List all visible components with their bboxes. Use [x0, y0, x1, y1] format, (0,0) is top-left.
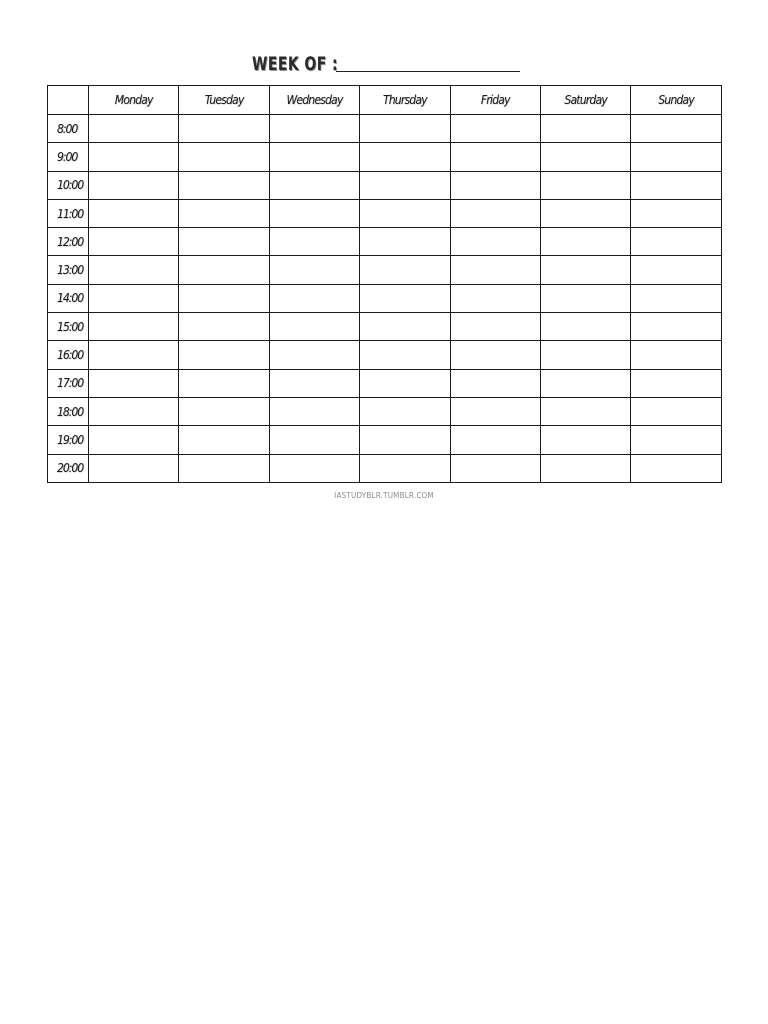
week-of-header [252, 42, 357, 74]
schedule-slot-thursday[interactable] [360, 143, 450, 171]
schedule-slot-monday[interactable] [89, 454, 179, 482]
schedule-slot-wednesday[interactable] [269, 228, 359, 256]
schedule-slot-tuesday[interactable] [179, 143, 269, 171]
schedule-slot-monday[interactable] [89, 341, 179, 369]
schedule-slot-thursday[interactable] [360, 171, 450, 199]
schedule-slot-monday[interactable] [89, 171, 179, 199]
schedule-slot-monday[interactable] [89, 369, 179, 397]
weekly-schedule-table [47, 85, 722, 483]
schedule-slot-friday[interactable] [450, 115, 540, 143]
schedule-slot-sunday[interactable] [631, 313, 721, 341]
time-label: 20:00 [48, 454, 89, 482]
schedule-slot-wednesday[interactable] [269, 143, 359, 171]
schedule-slot-monday[interactable] [89, 284, 179, 312]
schedule-slot-wednesday[interactable] [269, 313, 359, 341]
schedule-slot-monday[interactable] [89, 143, 179, 171]
time-label: 17:00 [48, 369, 89, 397]
schedule-slot-saturday[interactable] [540, 143, 630, 171]
schedule-slot-tuesday[interactable] [179, 284, 269, 312]
schedule-slot-tuesday[interactable] [179, 341, 269, 369]
schedule-slot-wednesday[interactable] [269, 397, 359, 425]
schedule-slot-friday[interactable] [450, 341, 540, 369]
schedule-slot-thursday[interactable] [360, 313, 450, 341]
schedule-slot-tuesday[interactable] [179, 397, 269, 425]
time-label: 10:00 [48, 171, 89, 199]
schedule-slot-saturday[interactable] [540, 426, 630, 454]
schedule-slot-wednesday[interactable] [269, 199, 359, 227]
schedule-slot-friday[interactable] [450, 143, 540, 171]
schedule-slot-friday[interactable] [450, 454, 540, 482]
time-row [48, 426, 722, 454]
schedule-body [48, 115, 722, 483]
schedule-slot-monday[interactable] [89, 228, 179, 256]
schedule-slot-friday[interactable] [450, 171, 540, 199]
day-header-tuesday: Tuesday [179, 86, 269, 115]
schedule-slot-sunday[interactable] [631, 171, 721, 199]
time-row [48, 397, 722, 425]
schedule-slot-saturday[interactable] [540, 397, 630, 425]
schedule-slot-tuesday[interactable] [179, 171, 269, 199]
day-header-saturday: Saturday [540, 86, 630, 115]
schedule-slot-friday[interactable] [450, 199, 540, 227]
schedule-slot-sunday[interactable] [631, 397, 721, 425]
schedule-slot-friday[interactable] [450, 284, 540, 312]
time-row [48, 143, 722, 171]
schedule-slot-sunday[interactable] [631, 143, 721, 171]
time-row [48, 341, 722, 369]
schedule-slot-sunday[interactable] [631, 454, 721, 482]
schedule-slot-thursday[interactable] [360, 454, 450, 482]
schedule-slot-thursday[interactable] [360, 199, 450, 227]
schedule-slot-tuesday[interactable] [179, 369, 269, 397]
schedule-slot-thursday[interactable] [360, 115, 450, 143]
week-of-label: WEEK OF : [252, 53, 339, 75]
schedule-slot-sunday[interactable] [631, 284, 721, 312]
schedule-slot-saturday[interactable] [540, 313, 630, 341]
schedule-slot-monday[interactable] [89, 256, 179, 284]
time-row [48, 199, 722, 227]
day-header-sunday: Sunday [631, 86, 721, 115]
schedule-slot-thursday[interactable] [360, 369, 450, 397]
schedule-slot-friday[interactable] [450, 256, 540, 284]
schedule-slot-saturday[interactable] [540, 228, 630, 256]
schedule-slot-friday[interactable] [450, 228, 540, 256]
time-label: 14:00 [48, 284, 89, 312]
time-label: 11:00 [48, 199, 89, 227]
time-row [48, 369, 722, 397]
schedule-slot-wednesday[interactable] [269, 454, 359, 482]
schedule-slot-tuesday[interactable] [179, 199, 269, 227]
schedule-slot-wednesday[interactable] [269, 171, 359, 199]
schedule-slot-saturday[interactable] [540, 284, 630, 312]
schedule-slot-wednesday[interactable] [269, 284, 359, 312]
schedule-slot-wednesday[interactable] [269, 341, 359, 369]
schedule-slot-thursday[interactable] [360, 228, 450, 256]
time-label: 13:00 [48, 256, 89, 284]
schedule-slot-sunday[interactable] [631, 228, 721, 256]
schedule-slot-wednesday[interactable] [269, 115, 359, 143]
schedule-slot-tuesday[interactable] [179, 115, 269, 143]
time-label: 12:00 [48, 228, 89, 256]
schedule-slot-wednesday[interactable] [269, 426, 359, 454]
schedule-slot-saturday[interactable] [540, 199, 630, 227]
schedule-slot-sunday[interactable] [631, 369, 721, 397]
schedule-slot-friday[interactable] [450, 426, 540, 454]
schedule-slot-tuesday[interactable] [179, 256, 269, 284]
week-of-blank-line[interactable] [336, 71, 520, 72]
schedule-slot-sunday[interactable] [631, 115, 721, 143]
schedule-slot-wednesday[interactable] [269, 256, 359, 284]
schedule-slot-saturday[interactable] [540, 369, 630, 397]
schedule-slot-friday[interactable] [450, 369, 540, 397]
time-label: 18:00 [48, 397, 89, 425]
schedule-slot-sunday[interactable] [631, 256, 721, 284]
day-header-thursday: Thursday [360, 86, 450, 115]
time-row [48, 228, 722, 256]
schedule-slot-sunday[interactable] [631, 199, 721, 227]
schedule-slot-monday[interactable] [89, 313, 179, 341]
schedule-slot-tuesday[interactable] [179, 454, 269, 482]
schedule-slot-saturday[interactable] [540, 115, 630, 143]
schedule-slot-friday[interactable] [450, 397, 540, 425]
time-row [48, 454, 722, 482]
day-header-friday: Friday [450, 86, 540, 115]
day-header-row [48, 86, 722, 115]
time-label: 8:00 [48, 115, 89, 143]
schedule-slot-monday[interactable] [89, 426, 179, 454]
schedule-slot-friday[interactable] [450, 313, 540, 341]
footer-credit: IASTUDYBLR.TUMBLR.COM [334, 491, 434, 500]
schedule-slot-saturday[interactable] [540, 341, 630, 369]
schedule-slot-monday[interactable] [89, 115, 179, 143]
schedule-slot-wednesday[interactable] [269, 369, 359, 397]
schedule-slot-monday[interactable] [89, 199, 179, 227]
schedule-slot-thursday[interactable] [360, 284, 450, 312]
time-label: 9:00 [48, 143, 89, 171]
schedule-slot-tuesday[interactable] [179, 313, 269, 341]
schedule-slot-tuesday[interactable] [179, 426, 269, 454]
time-label: 15:00 [48, 313, 89, 341]
schedule-slot-monday[interactable] [89, 397, 179, 425]
time-row [48, 284, 722, 312]
time-label: 16:00 [48, 341, 89, 369]
day-header-wednesday: Wednesday [269, 86, 359, 115]
schedule-slot-thursday[interactable] [360, 426, 450, 454]
schedule-slot-thursday[interactable] [360, 256, 450, 284]
schedule-slot-tuesday[interactable] [179, 228, 269, 256]
time-label: 19:00 [48, 426, 89, 454]
schedule-slot-saturday[interactable] [540, 256, 630, 284]
day-header-monday: Monday [89, 86, 179, 115]
schedule-slot-thursday[interactable] [360, 341, 450, 369]
time-row [48, 256, 722, 284]
schedule-slot-saturday[interactable] [540, 171, 630, 199]
time-row [48, 115, 722, 143]
schedule-slot-thursday[interactable] [360, 397, 450, 425]
corner-cell [48, 86, 89, 115]
schedule-slot-sunday[interactable] [631, 426, 721, 454]
time-row [48, 313, 722, 341]
schedule-slot-saturday[interactable] [540, 454, 630, 482]
time-row [48, 171, 722, 199]
schedule-slot-sunday[interactable] [631, 341, 721, 369]
